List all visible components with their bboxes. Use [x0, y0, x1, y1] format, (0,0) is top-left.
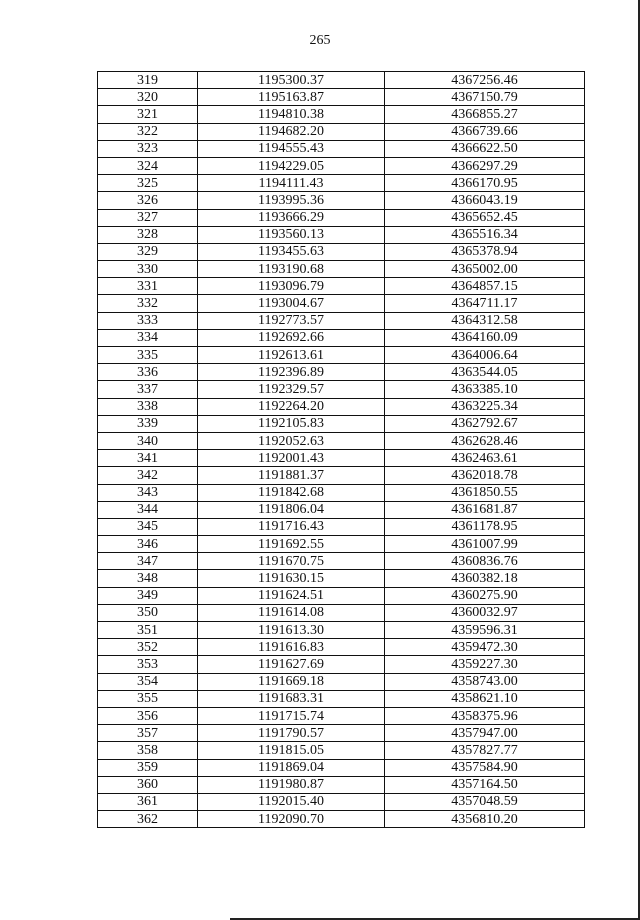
- point-number-cell: 330: [98, 261, 198, 278]
- table-row: [98, 364, 585, 381]
- x-coordinate-cell: 1191842.68: [198, 484, 385, 501]
- point-number-cell: 358: [98, 742, 198, 759]
- x-coordinate-cell: 1191716.43: [198, 518, 385, 535]
- x-coordinate-cell: 1192052.63: [198, 432, 385, 449]
- point-number-cell: 324: [98, 157, 198, 174]
- point-number-cell: 339: [98, 415, 198, 432]
- y-coordinate-cell: 4359472.30: [385, 639, 585, 656]
- x-coordinate-cell: 1193455.63: [198, 243, 385, 260]
- x-coordinate-cell: 1191815.05: [198, 742, 385, 759]
- y-coordinate-cell: 4367150.79: [385, 89, 585, 106]
- y-coordinate-cell: 4359227.30: [385, 656, 585, 673]
- point-number-cell: 326: [98, 192, 198, 209]
- table-row: [98, 140, 585, 157]
- point-number-cell: 320: [98, 89, 198, 106]
- point-number-cell: 342: [98, 467, 198, 484]
- table-row: [98, 192, 585, 209]
- point-number-cell: 337: [98, 381, 198, 398]
- y-coordinate-cell: 4360836.76: [385, 553, 585, 570]
- y-coordinate-cell: 4364312.58: [385, 312, 585, 329]
- x-coordinate-cell: 1193004.67: [198, 295, 385, 312]
- x-coordinate-cell: 1191790.57: [198, 725, 385, 742]
- y-coordinate-cell: 4357827.77: [385, 742, 585, 759]
- point-number-cell: 323: [98, 140, 198, 157]
- page-number: 265: [309, 33, 331, 48]
- point-number-cell: 354: [98, 673, 198, 690]
- table-row: [98, 793, 585, 810]
- point-number-cell: 328: [98, 226, 198, 243]
- y-coordinate-cell: 4364857.15: [385, 278, 585, 295]
- table-row: [98, 639, 585, 656]
- table-row: [98, 347, 585, 364]
- point-number-cell: 352: [98, 639, 198, 656]
- y-coordinate-cell: 4363225.34: [385, 398, 585, 415]
- point-number-cell: 338: [98, 398, 198, 415]
- x-coordinate-cell: 1193190.68: [198, 261, 385, 278]
- table-row: [98, 432, 585, 449]
- y-coordinate-cell: 4364160.09: [385, 329, 585, 346]
- y-coordinate-cell: 4366739.66: [385, 123, 585, 140]
- point-number-cell: 319: [98, 72, 198, 89]
- table-body: [98, 72, 585, 828]
- y-coordinate-cell: 4363544.05: [385, 364, 585, 381]
- y-coordinate-cell: 4357584.90: [385, 759, 585, 776]
- table-row: [98, 261, 585, 278]
- x-coordinate-cell: 1193560.13: [198, 226, 385, 243]
- y-coordinate-cell: 4362463.61: [385, 450, 585, 467]
- point-number-cell: 347: [98, 553, 198, 570]
- table-row: [98, 518, 585, 535]
- x-coordinate-cell: 1193995.36: [198, 192, 385, 209]
- table-row: [98, 312, 585, 329]
- y-coordinate-cell: 4359596.31: [385, 622, 585, 639]
- y-coordinate-cell: 4357947.00: [385, 725, 585, 742]
- point-number-cell: 360: [98, 776, 198, 793]
- x-coordinate-cell: 1191630.15: [198, 570, 385, 587]
- y-coordinate-cell: 4358743.00: [385, 673, 585, 690]
- x-coordinate-cell: 1192613.61: [198, 347, 385, 364]
- y-coordinate-cell: 4367256.46: [385, 72, 585, 89]
- x-coordinate-cell: 1192264.20: [198, 398, 385, 415]
- x-coordinate-cell: 1191614.08: [198, 604, 385, 621]
- table-row: [98, 106, 585, 123]
- x-coordinate-cell: 1191683.31: [198, 690, 385, 707]
- y-coordinate-cell: 4366170.95: [385, 175, 585, 192]
- table-row: [98, 501, 585, 518]
- table-row: [98, 707, 585, 724]
- table-row: [98, 226, 585, 243]
- y-coordinate-cell: 4357164.50: [385, 776, 585, 793]
- point-number-cell: 350: [98, 604, 198, 621]
- y-coordinate-cell: 4365652.45: [385, 209, 585, 226]
- coordinate-table: [97, 71, 585, 828]
- table-row: [98, 656, 585, 673]
- x-coordinate-cell: 1194682.20: [198, 123, 385, 140]
- table-row: [98, 398, 585, 415]
- table-row: [98, 278, 585, 295]
- x-coordinate-cell: 1194229.05: [198, 157, 385, 174]
- table-row: [98, 89, 585, 106]
- x-coordinate-cell: 1191692.55: [198, 536, 385, 553]
- y-coordinate-cell: 4358621.10: [385, 690, 585, 707]
- point-number-cell: 321: [98, 106, 198, 123]
- table-row: [98, 811, 585, 828]
- x-coordinate-cell: 1194555.43: [198, 140, 385, 157]
- table-row: [98, 536, 585, 553]
- table-row: [98, 725, 585, 742]
- point-number-cell: 322: [98, 123, 198, 140]
- point-number-cell: 349: [98, 587, 198, 604]
- x-coordinate-cell: 1191670.75: [198, 553, 385, 570]
- table-row: [98, 467, 585, 484]
- table-row: [98, 415, 585, 432]
- y-coordinate-cell: 4362792.67: [385, 415, 585, 432]
- y-coordinate-cell: 4364711.17: [385, 295, 585, 312]
- point-number-cell: 336: [98, 364, 198, 381]
- x-coordinate-cell: 1192773.57: [198, 312, 385, 329]
- x-coordinate-cell: 1192329.57: [198, 381, 385, 398]
- point-number-cell: 344: [98, 501, 198, 518]
- x-coordinate-cell: 1193096.79: [198, 278, 385, 295]
- point-number-cell: 361: [98, 793, 198, 810]
- y-coordinate-cell: 4361681.87: [385, 501, 585, 518]
- table-row: [98, 209, 585, 226]
- x-coordinate-cell: 1191715.74: [198, 707, 385, 724]
- x-coordinate-cell: 1191869.04: [198, 759, 385, 776]
- y-coordinate-cell: 4365002.00: [385, 261, 585, 278]
- x-coordinate-cell: 1195163.87: [198, 89, 385, 106]
- x-coordinate-cell: 1192396.89: [198, 364, 385, 381]
- y-coordinate-cell: 4362018.78: [385, 467, 585, 484]
- table-row: [98, 295, 585, 312]
- table-row: [98, 570, 585, 587]
- y-coordinate-cell: 4360275.90: [385, 587, 585, 604]
- table-row: [98, 622, 585, 639]
- point-number-cell: 345: [98, 518, 198, 535]
- point-number-cell: 343: [98, 484, 198, 501]
- table-row: [98, 673, 585, 690]
- x-coordinate-cell: 1191806.04: [198, 501, 385, 518]
- point-number-cell: 353: [98, 656, 198, 673]
- x-coordinate-cell: 1191613.30: [198, 622, 385, 639]
- table-row: [98, 604, 585, 621]
- y-coordinate-cell: 4357048.59: [385, 793, 585, 810]
- x-coordinate-cell: 1191669.18: [198, 673, 385, 690]
- x-coordinate-cell: 1191980.87: [198, 776, 385, 793]
- y-coordinate-cell: 4360032.97: [385, 604, 585, 621]
- table-row: [98, 759, 585, 776]
- x-coordinate-cell: 1193666.29: [198, 209, 385, 226]
- point-number-cell: 334: [98, 329, 198, 346]
- y-coordinate-cell: 4362628.46: [385, 432, 585, 449]
- point-number-cell: 335: [98, 347, 198, 364]
- table-row: [98, 450, 585, 467]
- table-row: [98, 175, 585, 192]
- point-number-cell: 346: [98, 536, 198, 553]
- point-number-cell: 340: [98, 432, 198, 449]
- point-number-cell: 332: [98, 295, 198, 312]
- y-coordinate-cell: 4366855.27: [385, 106, 585, 123]
- y-coordinate-cell: 4366297.29: [385, 157, 585, 174]
- point-number-cell: 357: [98, 725, 198, 742]
- point-number-cell: 329: [98, 243, 198, 260]
- point-number-cell: 362: [98, 811, 198, 828]
- y-coordinate-cell: 4365516.34: [385, 226, 585, 243]
- y-coordinate-cell: 4361178.95: [385, 518, 585, 535]
- x-coordinate-cell: 1192090.70: [198, 811, 385, 828]
- x-coordinate-cell: 1191624.51: [198, 587, 385, 604]
- table-row: [98, 329, 585, 346]
- point-number-cell: 356: [98, 707, 198, 724]
- y-coordinate-cell: 4356810.20: [385, 811, 585, 828]
- y-coordinate-cell: 4364006.64: [385, 347, 585, 364]
- x-coordinate-cell: 1194810.38: [198, 106, 385, 123]
- point-number-cell: 351: [98, 622, 198, 639]
- point-number-cell: 341: [98, 450, 198, 467]
- point-number-cell: 327: [98, 209, 198, 226]
- point-number-cell: 355: [98, 690, 198, 707]
- table-row: [98, 123, 585, 140]
- table-row: [98, 484, 585, 501]
- x-coordinate-cell: 1192105.83: [198, 415, 385, 432]
- table-row: [98, 776, 585, 793]
- x-coordinate-cell: 1192015.40: [198, 793, 385, 810]
- table-row: [98, 742, 585, 759]
- point-number-cell: 331: [98, 278, 198, 295]
- point-number-cell: 333: [98, 312, 198, 329]
- x-coordinate-cell: 1192001.43: [198, 450, 385, 467]
- y-coordinate-cell: 4366622.50: [385, 140, 585, 157]
- table-row: [98, 243, 585, 260]
- y-coordinate-cell: 4360382.18: [385, 570, 585, 587]
- table-row: [98, 587, 585, 604]
- y-coordinate-cell: 4361850.55: [385, 484, 585, 501]
- x-coordinate-cell: 1191627.69: [198, 656, 385, 673]
- y-coordinate-cell: 4366043.19: [385, 192, 585, 209]
- table-row: [98, 72, 585, 89]
- x-coordinate-cell: 1192692.66: [198, 329, 385, 346]
- x-coordinate-cell: 1195300.37: [198, 72, 385, 89]
- table-row: [98, 157, 585, 174]
- x-coordinate-cell: 1191616.83: [198, 639, 385, 656]
- x-coordinate-cell: 1194111.43: [198, 175, 385, 192]
- point-number-cell: 348: [98, 570, 198, 587]
- table-row: [98, 690, 585, 707]
- x-coordinate-cell: 1191881.37: [198, 467, 385, 484]
- point-number-cell: 325: [98, 175, 198, 192]
- y-coordinate-cell: 4363385.10: [385, 381, 585, 398]
- table-row: [98, 381, 585, 398]
- table-row: [98, 553, 585, 570]
- y-coordinate-cell: 4365378.94: [385, 243, 585, 260]
- point-number-cell: 359: [98, 759, 198, 776]
- y-coordinate-cell: 4361007.99: [385, 536, 585, 553]
- y-coordinate-cell: 4358375.96: [385, 707, 585, 724]
